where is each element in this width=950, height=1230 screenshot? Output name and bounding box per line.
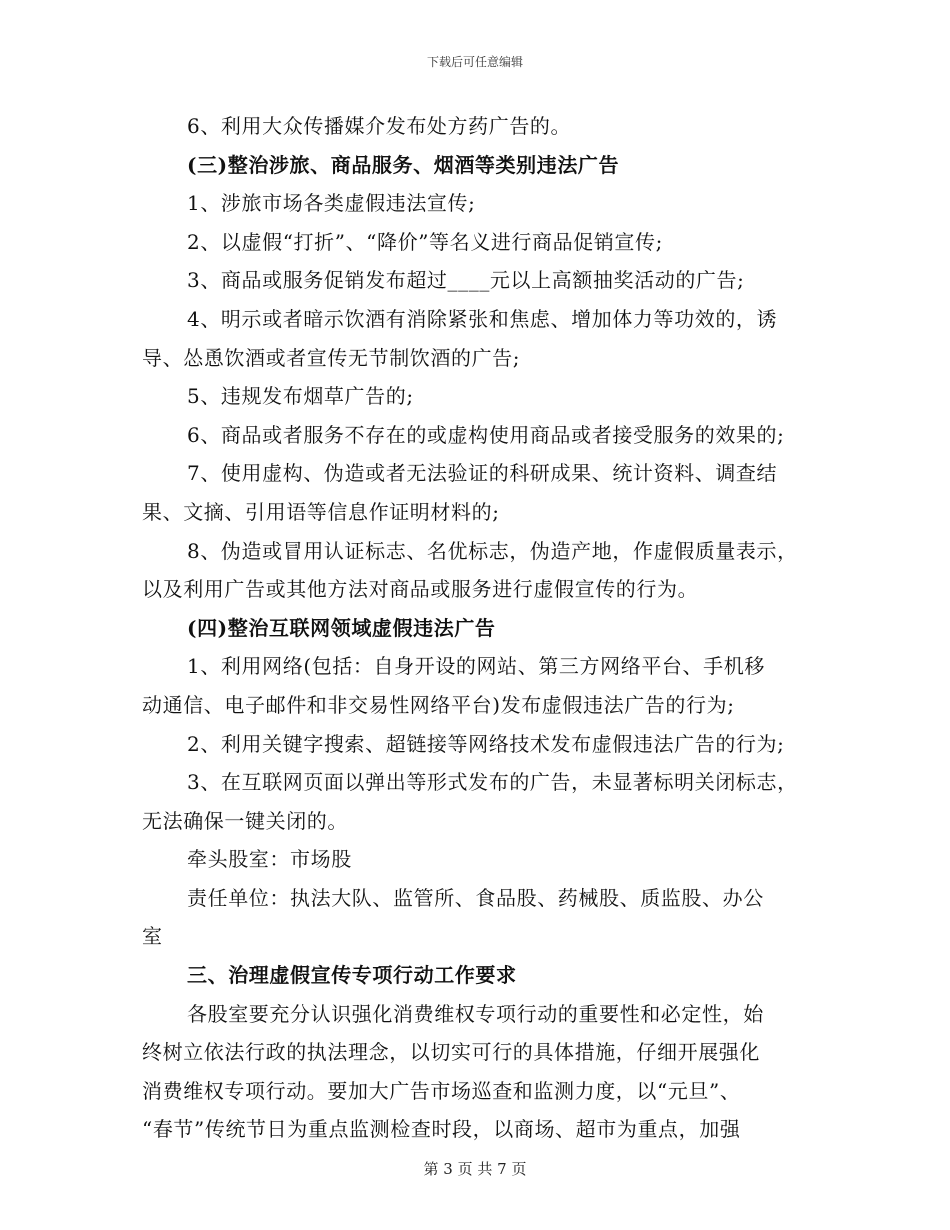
paragraph-line: 1、涉旅市场各类虚假违法宣传; xyxy=(187,191,476,216)
paragraph-line: 2、以虚假“打折”、“降价”等名义进行商品促销宣传; xyxy=(187,229,663,254)
paragraph-line: 终树立依法行政的执法理念，以切实可行的具体措施，仔细开展强化 xyxy=(142,1040,760,1065)
paragraph-line: 6、利用大众传播媒介发布处方药广告的。 xyxy=(187,114,572,138)
paragraph-line: 各股室要充分认识强化消费维权专项行动的重要性和必定性，始 xyxy=(187,1001,764,1026)
paragraph-line: 动通信、电子邮件和非交易性网络平台)发布虚假违法广告的行为; xyxy=(142,692,735,717)
paragraph-line: 2、利用关键字搜索、超链接等网络技术发布虚假违法广告的行为; xyxy=(187,731,785,756)
page-header: 下载后可任意编辑 xyxy=(426,55,523,69)
paragraph-line: 果、文摘、引用语等信息作证明材料的; xyxy=(142,499,500,524)
paragraph-line: “春节”传统节日为重点监测检查时段，以商场、超市为重点，加强 xyxy=(142,1117,741,1142)
section-heading: 三、治理虚假宣传专项行动工作要求 xyxy=(187,963,517,988)
paragraph-line: 消费维权专项行动。要加大广告市场巡查和监测力度，以“元旦”、 xyxy=(142,1078,741,1103)
paragraph-line: 牵头股室：市场股 xyxy=(187,847,352,872)
paragraph-line: 室 xyxy=(142,924,163,949)
paragraph-line: 3、在互联网页面以弹出等形式发布的广告，未显著标明关闭标志， xyxy=(187,770,798,795)
page-footer: 第 3 页 共 7 页 xyxy=(423,1160,527,1178)
paragraph-line: 6、商品或者服务不存在的或虚构使用商品或者接受服务的效果的; xyxy=(187,422,785,447)
section-heading: (三)整治涉旅、商品服务、烟酒等类别违法广告 xyxy=(187,152,620,177)
paragraph-line: 以及利用广告或其他方法对商品或服务进行虚假宣传的行为。 xyxy=(142,577,699,602)
document-body xyxy=(142,107,822,1149)
paragraph-line: 1、利用网络(包括：自身开设的网站、第三方网络平台、手机移 xyxy=(187,654,765,679)
paragraph-line: 5、违规发布烟草广告的; xyxy=(187,384,414,409)
paragraph-line: 导、怂恿饮酒或者宣传无节制饮酒的广告; xyxy=(142,345,521,370)
section-heading: (四)整治互联网领域虚假违法广告 xyxy=(187,615,496,640)
paragraph-line: 无法确保一键关闭的。 xyxy=(142,808,348,833)
paragraph-line: 责任单位：执法大队、监管所、食品股、药械股、质监股、办公 xyxy=(187,885,764,910)
paragraph-line: 8、伪造或冒用认证标志、名优标志，伪造产地，作虚假质量表示， xyxy=(187,538,798,563)
paragraph-line: 3、商品或服务促销发布超过____元以上高额抽奖活动的广告; xyxy=(187,268,745,293)
paragraph-line: 7、使用虚构、伪造或者无法验证的科研成果、统计资料、调查结 xyxy=(187,461,778,486)
paragraph-line: 4、明示或者暗示饮酒有消除紧张和焦虑、增加体力等功效的，诱 xyxy=(187,306,778,331)
